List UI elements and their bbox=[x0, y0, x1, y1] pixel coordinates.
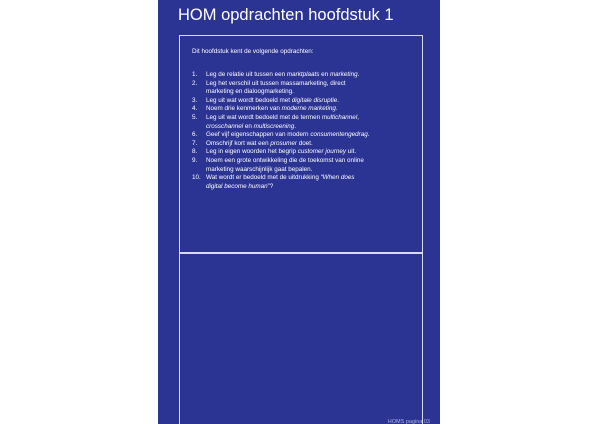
assignment-term: prosumer bbox=[270, 139, 297, 147]
assignment-text: Leg de relatie uit tussen een bbox=[206, 71, 287, 78]
assignment-text: marketing waarschijnlijk gaat bepalen. bbox=[206, 165, 313, 173]
assignment-number: 4. bbox=[192, 105, 198, 113]
assignment-text: Omschrijf kort wat een bbox=[206, 139, 271, 147]
assignment-list bbox=[192, 71, 417, 191]
assignment-line bbox=[206, 183, 417, 192]
assignment-term: moderne marketing bbox=[281, 105, 336, 113]
assignment-number: 6. bbox=[192, 131, 198, 139]
assignment-text: ”? bbox=[267, 182, 274, 190]
assignment-text: en bbox=[319, 71, 330, 78]
assignment-text: Noem drie kenmerken van bbox=[206, 105, 282, 113]
assignments-box bbox=[179, 35, 423, 253]
assignment-line bbox=[206, 131, 417, 140]
assignment-number: 5. bbox=[192, 113, 198, 121]
assignment-line bbox=[206, 166, 417, 175]
assignment-number: 9. bbox=[192, 156, 198, 164]
assignment-item bbox=[192, 97, 417, 106]
page-footer: HOMS pagina 03 bbox=[387, 419, 430, 424]
assignment-line bbox=[206, 80, 417, 89]
assignment-item bbox=[192, 114, 417, 131]
document-page bbox=[158, 0, 440, 424]
assignment-term: marketing bbox=[329, 71, 358, 78]
assignment-term: consumentengedrag bbox=[310, 131, 368, 139]
assignment-text: . bbox=[357, 71, 360, 78]
assignment-line bbox=[206, 140, 417, 149]
assignment-text: . bbox=[335, 105, 338, 113]
assignment-text: , bbox=[357, 113, 359, 121]
assignment-item bbox=[192, 140, 417, 149]
assignment-text: Leg uit wat wordt bedoeld met bbox=[206, 96, 292, 104]
assignment-number: 2. bbox=[192, 79, 198, 87]
assignment-line bbox=[206, 88, 417, 97]
assignment-text: marketing en dialoogmarketing. bbox=[206, 88, 294, 96]
assignment-line bbox=[206, 114, 417, 123]
assignment-number: 8. bbox=[192, 148, 198, 156]
assignment-term: crosschannel bbox=[206, 122, 244, 130]
assignment-item bbox=[192, 148, 417, 157]
assignment-number: 3. bbox=[192, 96, 198, 104]
assignment-term: digitale disruptie bbox=[291, 96, 338, 104]
assignment-line bbox=[206, 148, 417, 157]
assignment-term: digital become human bbox=[206, 182, 268, 190]
page-title: HOM opdrachten hoofdstuk 1 bbox=[178, 6, 394, 24]
assignment-item bbox=[192, 80, 417, 97]
assignment-line bbox=[206, 97, 417, 106]
assignment-text: Leg uit wat wordt bedoeld met de termen bbox=[206, 113, 322, 121]
assignment-text: doet. bbox=[297, 139, 313, 147]
assignment-text: Wat wordt er bedoeld met de uitdrukking bbox=[206, 174, 321, 182]
assignment-text: uit. bbox=[346, 148, 357, 156]
assignment-item bbox=[192, 71, 417, 80]
assignment-term: multiscreening bbox=[253, 122, 295, 130]
assignment-item bbox=[192, 131, 417, 140]
assignment-item bbox=[192, 157, 417, 174]
assignment-text: Geef vijf eigenschappen van modern bbox=[206, 131, 311, 139]
assignment-line bbox=[206, 123, 417, 132]
assignment-term: marktplaats bbox=[286, 71, 320, 78]
assignment-line bbox=[206, 157, 417, 166]
intro-text: Dit hoofdstuk kent de volgende opdrachten: bbox=[192, 48, 314, 55]
empty-answer-box bbox=[179, 253, 423, 424]
assignment-line bbox=[206, 71, 417, 80]
assignment-item bbox=[192, 105, 417, 114]
assignment-item bbox=[192, 174, 417, 191]
assignment-number: 10. bbox=[192, 174, 201, 182]
assignment-line bbox=[206, 105, 417, 114]
assignment-term: “When does bbox=[320, 174, 355, 182]
assignment-number: 7. bbox=[192, 139, 198, 147]
assignment-text: Noem een grote ontwikkeling die de toekomst van online bbox=[206, 156, 364, 164]
assignment-text: . bbox=[367, 131, 370, 139]
assignment-text: . bbox=[294, 122, 296, 130]
assignment-text: en bbox=[243, 122, 254, 130]
assignment-number: 1. bbox=[192, 71, 198, 78]
assignment-text: Leg het verschil uit tussen massamarketing, direct bbox=[206, 79, 346, 87]
assignment-line bbox=[206, 174, 417, 183]
assignment-text: . bbox=[337, 96, 340, 104]
assignment-term: customer journey bbox=[297, 148, 347, 156]
assignment-term: multichannel bbox=[321, 113, 358, 121]
assignment-text: Leg in eigen woorden het begrip bbox=[206, 148, 298, 156]
